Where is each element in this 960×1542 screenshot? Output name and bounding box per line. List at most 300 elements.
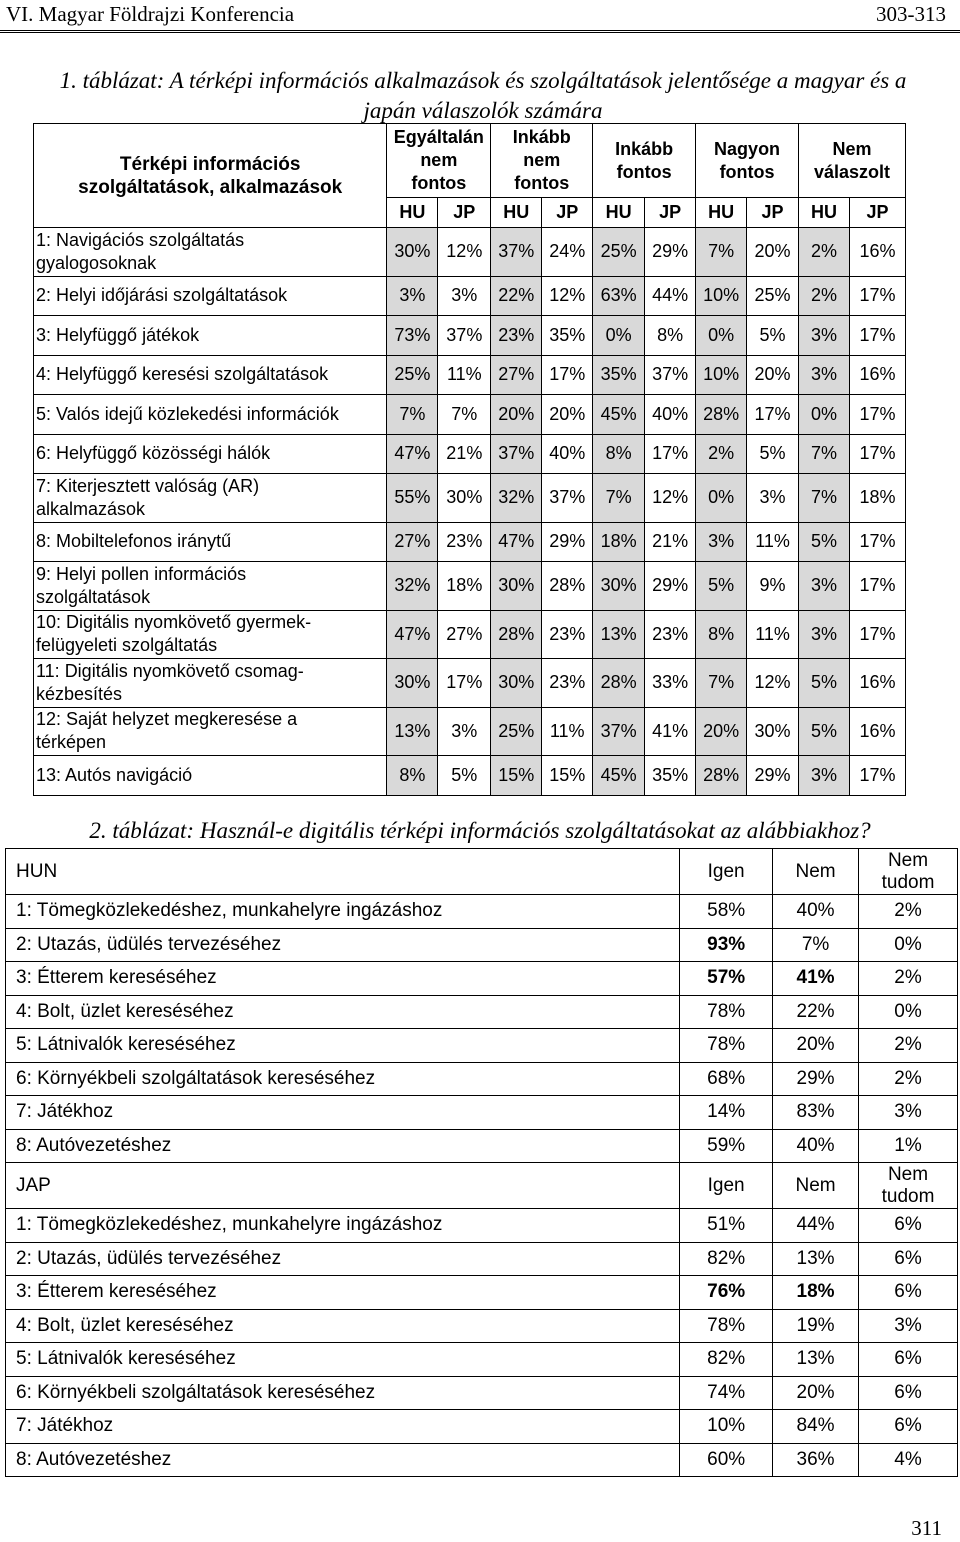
emphasized-value: 76% bbox=[707, 1281, 746, 1303]
percent-cell: 24% bbox=[542, 228, 593, 277]
percent-cell: 6% bbox=[859, 1410, 958, 1444]
text-line: 1: Navigációs szolgáltatás bbox=[36, 229, 245, 250]
percent-cell: 25% bbox=[747, 276, 799, 316]
percent-cell: 60% bbox=[680, 1443, 773, 1477]
percent-cell: 2% bbox=[859, 895, 958, 929]
percent-cell: 20% bbox=[491, 395, 542, 435]
table-row bbox=[6, 1309, 958, 1343]
percent-cell: 18% bbox=[438, 562, 491, 611]
table-row bbox=[6, 1376, 958, 1410]
percent-cell: 78% bbox=[680, 1309, 773, 1343]
percent-cell: 5% bbox=[799, 707, 850, 756]
table-row bbox=[6, 1209, 958, 1243]
group-header bbox=[696, 124, 799, 198]
table-row bbox=[34, 756, 906, 796]
percent-cell: 35% bbox=[593, 355, 645, 395]
usage-table bbox=[5, 848, 958, 1477]
percent-cell: 0% bbox=[859, 928, 958, 962]
percent-cell: 28% bbox=[696, 395, 747, 435]
percent-cell: 16% bbox=[849, 228, 905, 277]
conference-title: VI. Magyar Földrajzi Konferencia bbox=[6, 2, 295, 26]
percent-cell: 28% bbox=[491, 610, 542, 659]
percent-cell: 32% bbox=[387, 562, 438, 611]
percent-cell: 63% bbox=[593, 276, 645, 316]
percent-cell: 2% bbox=[859, 1029, 958, 1063]
percent-cell: 47% bbox=[387, 610, 438, 659]
text-line: 5: Valós idejű közlekedési információk bbox=[36, 403, 339, 424]
percent-cell: 33% bbox=[645, 659, 696, 708]
percent-cell: 3% bbox=[799, 756, 850, 796]
percent-cell: 21% bbox=[645, 522, 696, 562]
purpose-label: 4: Bolt, üzlet kereséséhez bbox=[6, 1309, 680, 1343]
percent-cell: 30% bbox=[387, 659, 438, 708]
table1-caption: 1. táblázat: A térképi információs alkalmazások és szolgáltatások jelentősége a magyar és a japán válaszolók számára bbox=[59, 68, 907, 123]
percent-cell: 3% bbox=[799, 562, 850, 611]
group-header bbox=[799, 124, 906, 198]
text-line: 6: Helyfüggő közösségi hálók bbox=[36, 443, 271, 464]
percent-cell: 8% bbox=[593, 434, 645, 474]
percent-cell: 0% bbox=[696, 316, 747, 356]
percent-cell: 47% bbox=[491, 522, 542, 562]
table-row bbox=[34, 474, 906, 523]
percent-cell: 2% bbox=[799, 276, 850, 316]
table-row bbox=[6, 1129, 958, 1163]
table-row bbox=[34, 316, 906, 356]
percent-cell: 36% bbox=[773, 1443, 859, 1477]
percent-cell: 3% bbox=[859, 1309, 958, 1343]
percent-cell: 41% bbox=[645, 707, 696, 756]
percent-cell: 7% bbox=[696, 659, 747, 708]
answer-column-header: Nem bbox=[773, 849, 859, 895]
answer-column-header: Nem bbox=[773, 1163, 859, 1209]
percent-cell: 23% bbox=[438, 522, 491, 562]
percent-cell: 19% bbox=[773, 1309, 859, 1343]
percent-cell: 20% bbox=[747, 228, 799, 277]
purpose-label: 6: Környékbeli szolgáltatások kereséséhez bbox=[6, 1062, 680, 1096]
percent-cell: 0% bbox=[799, 395, 850, 435]
percent-cell: 4% bbox=[859, 1443, 958, 1477]
table-row bbox=[6, 1443, 958, 1477]
percent-cell: 40% bbox=[773, 895, 859, 929]
percent-cell: 5% bbox=[799, 522, 850, 562]
group-header-row bbox=[34, 124, 906, 198]
text-line: térképen bbox=[36, 732, 107, 753]
percent-cell: 17% bbox=[849, 395, 905, 435]
table-row bbox=[34, 610, 906, 659]
table-row bbox=[34, 707, 906, 756]
percent-cell: 83% bbox=[773, 1096, 859, 1130]
percent-cell: 35% bbox=[542, 316, 593, 356]
percent-cell: 3% bbox=[696, 522, 747, 562]
percent-cell: 37% bbox=[438, 316, 491, 356]
country-code-header: JP bbox=[438, 198, 491, 228]
text-line: 9: Helyi pollen információs bbox=[36, 563, 247, 584]
percent-cell: 6% bbox=[859, 1209, 958, 1243]
purpose-label: 2: Utazás, üdülés tervezéséhez bbox=[6, 928, 680, 962]
percent-cell: 25% bbox=[593, 228, 645, 277]
country-code-header: JP bbox=[747, 198, 799, 228]
country-code-header: HU bbox=[593, 198, 645, 228]
percent-cell: 6% bbox=[859, 1343, 958, 1377]
percent-cell: 20% bbox=[542, 395, 593, 435]
percent-cell: 6% bbox=[859, 1276, 958, 1310]
percent-cell: 82% bbox=[680, 1242, 773, 1276]
percent-cell: 29% bbox=[747, 756, 799, 796]
percent-cell: 16% bbox=[849, 355, 905, 395]
percent-cell: 13% bbox=[593, 610, 645, 659]
percent-cell: 11% bbox=[438, 355, 491, 395]
percent-cell: 40% bbox=[645, 395, 696, 435]
text-line: fontos bbox=[719, 161, 775, 182]
percent-cell: 84% bbox=[773, 1410, 859, 1444]
running-header bbox=[0, 0, 960, 30]
service-label bbox=[34, 474, 387, 523]
percent-cell: 37% bbox=[542, 474, 593, 523]
percent-cell: 17% bbox=[849, 316, 905, 356]
purpose-label: 4: Bolt, üzlet kereséséhez bbox=[6, 995, 680, 1029]
country-code-header: HU bbox=[491, 198, 542, 228]
purpose-label: 1: Tömegközlekedéshez, munkahelyre ingázáshoz bbox=[6, 895, 680, 929]
percent-cell: 58% bbox=[680, 895, 773, 929]
percent-cell: 16% bbox=[849, 707, 905, 756]
text-line: alkalmazások bbox=[36, 498, 146, 519]
percent-cell: 13% bbox=[387, 707, 438, 756]
percent-cell: 35% bbox=[645, 756, 696, 796]
percent-cell: 17% bbox=[849, 610, 905, 659]
percent-cell: 30% bbox=[438, 474, 491, 523]
table-row bbox=[6, 995, 958, 1029]
percent-cell: 10% bbox=[680, 1410, 773, 1444]
table-row bbox=[34, 522, 906, 562]
service-label bbox=[34, 562, 387, 611]
percent-cell: 17% bbox=[849, 434, 905, 474]
percent-cell: 17% bbox=[849, 276, 905, 316]
purpose-label: 8: Autóvezetéshez bbox=[6, 1129, 680, 1163]
percent-cell: 40% bbox=[542, 434, 593, 474]
percent-cell: 0% bbox=[859, 995, 958, 1029]
percent-cell: 22% bbox=[491, 276, 542, 316]
table-row bbox=[6, 928, 958, 962]
percent-cell: 1% bbox=[859, 1129, 958, 1163]
percent-cell bbox=[680, 962, 773, 996]
percent-cell: 5% bbox=[747, 316, 799, 356]
section-header-row bbox=[6, 849, 958, 895]
purpose-label: 2: Utazás, üdülés tervezéséhez bbox=[6, 1242, 680, 1276]
percent-cell: 29% bbox=[645, 228, 696, 277]
purpose-label: 5: Látnivalók kereséséhez bbox=[6, 1343, 680, 1377]
page-number: 311 bbox=[911, 1516, 942, 1540]
percent-cell: 7% bbox=[593, 474, 645, 523]
text-line: szolgáltatások bbox=[36, 586, 151, 607]
purpose-label: 1: Tömegközlekedéshez, munkahelyre ingázáshoz bbox=[6, 1209, 680, 1243]
percent-cell: 37% bbox=[491, 434, 542, 474]
percent-cell: 23% bbox=[542, 659, 593, 708]
percent-cell: 28% bbox=[593, 659, 645, 708]
percent-cell: 23% bbox=[491, 316, 542, 356]
percent-cell: 17% bbox=[849, 756, 905, 796]
answer-column-header: Igen bbox=[680, 1163, 773, 1209]
group-header bbox=[593, 124, 696, 198]
purpose-label: 6: Környékbeli szolgáltatások kereséséhez bbox=[6, 1376, 680, 1410]
percent-cell: 40% bbox=[773, 1129, 859, 1163]
percent-cell: 29% bbox=[542, 522, 593, 562]
text-line: Egyáltalán bbox=[393, 127, 484, 147]
text-line: 8: Mobiltelefonos iránytű bbox=[36, 531, 232, 552]
percent-cell: 8% bbox=[387, 756, 438, 796]
percent-cell: 2% bbox=[859, 962, 958, 996]
percent-cell: 9% bbox=[747, 562, 799, 611]
service-label bbox=[34, 395, 387, 435]
text-line: Térképi információs bbox=[119, 153, 301, 175]
service-label bbox=[34, 707, 387, 756]
text-line: 10: Digitális nyomkövető gyermek- bbox=[36, 612, 312, 633]
percent-cell: 3% bbox=[799, 355, 850, 395]
purpose-label: 5: Látnivalók kereséséhez bbox=[6, 1029, 680, 1063]
emphasized-value: 41% bbox=[796, 967, 835, 989]
percent-cell: 13% bbox=[773, 1242, 859, 1276]
service-label bbox=[34, 659, 387, 708]
percent-cell: 21% bbox=[438, 434, 491, 474]
percent-cell: 11% bbox=[542, 707, 593, 756]
percent-cell: 3% bbox=[438, 707, 491, 756]
table-row bbox=[6, 1343, 958, 1377]
percent-cell: 12% bbox=[438, 228, 491, 277]
table-row bbox=[34, 659, 906, 708]
percent-cell: 37% bbox=[593, 707, 645, 756]
percent-cell bbox=[773, 1276, 859, 1310]
percent-cell: 25% bbox=[387, 355, 438, 395]
percent-cell: 15% bbox=[491, 756, 542, 796]
percent-cell: 2% bbox=[859, 1062, 958, 1096]
percent-cell: 28% bbox=[696, 756, 747, 796]
percent-cell: 20% bbox=[773, 1029, 859, 1063]
percent-cell: 22% bbox=[773, 995, 859, 1029]
table-row bbox=[6, 1242, 958, 1276]
text-line: fontos bbox=[616, 161, 672, 182]
percent-cell: 12% bbox=[542, 276, 593, 316]
percent-cell: 10% bbox=[696, 276, 747, 316]
table2-caption: 2. táblázat: Használ-e digitális térképi információs szolgáltatásokat az alábbiakhoz? bbox=[89, 818, 871, 843]
percent-cell: 25% bbox=[491, 707, 542, 756]
percent-cell: 29% bbox=[773, 1062, 859, 1096]
table-row bbox=[6, 1276, 958, 1310]
percent-cell: 30% bbox=[491, 659, 542, 708]
section-header-row bbox=[6, 1163, 958, 1209]
percent-cell: 3% bbox=[747, 474, 799, 523]
answer-column-header: Nem tudom bbox=[859, 1163, 958, 1209]
percent-cell: 59% bbox=[680, 1129, 773, 1163]
percent-cell: 14% bbox=[680, 1096, 773, 1130]
text-line: 13: Autós navigáció bbox=[36, 764, 193, 785]
table-row bbox=[34, 562, 906, 611]
text-line: fontos bbox=[514, 173, 570, 193]
percent-cell: 17% bbox=[542, 355, 593, 395]
table-row bbox=[6, 1029, 958, 1063]
percent-cell: 11% bbox=[747, 610, 799, 659]
percent-cell: 10% bbox=[696, 355, 747, 395]
percent-cell: 74% bbox=[680, 1376, 773, 1410]
text-line: fontos bbox=[411, 173, 467, 193]
percent-cell: 5% bbox=[747, 434, 799, 474]
text-line: 11: Digitális nyomkövető csomag- bbox=[36, 660, 304, 681]
service-label bbox=[34, 522, 387, 562]
text-line: Nem bbox=[832, 138, 872, 159]
percent-cell: 18% bbox=[849, 474, 905, 523]
percent-cell: 30% bbox=[387, 228, 438, 277]
percent-cell: 30% bbox=[747, 707, 799, 756]
percent-cell: 7% bbox=[799, 434, 850, 474]
percent-cell: 17% bbox=[438, 659, 491, 708]
percent-cell: 6% bbox=[859, 1242, 958, 1276]
percent-cell: 78% bbox=[680, 1029, 773, 1063]
text-line: felügyeleti szolgáltatás bbox=[36, 635, 218, 656]
table-row bbox=[6, 895, 958, 929]
percent-cell: 0% bbox=[593, 316, 645, 356]
percent-cell bbox=[773, 962, 859, 996]
text-line: 2: Helyi időjárási szolgáltatások bbox=[36, 285, 288, 306]
service-label bbox=[34, 276, 387, 316]
percent-cell: 44% bbox=[773, 1209, 859, 1243]
percent-cell: 78% bbox=[680, 995, 773, 1029]
percent-cell: 13% bbox=[773, 1343, 859, 1377]
text-line: Nagyon bbox=[714, 138, 781, 159]
percent-cell: 68% bbox=[680, 1062, 773, 1096]
text-line: 12: Saját helyzet megkeresése a bbox=[36, 709, 298, 730]
percent-cell: 3% bbox=[799, 610, 850, 659]
percent-cell: 8% bbox=[645, 316, 696, 356]
percent-cell: 11% bbox=[747, 522, 799, 562]
percent-cell bbox=[680, 928, 773, 962]
percent-cell: 3% bbox=[799, 316, 850, 356]
percent-cell: 7% bbox=[387, 395, 438, 435]
page-range: 303-313 bbox=[876, 2, 946, 26]
category-header bbox=[34, 124, 387, 228]
text-line: Inkább bbox=[512, 127, 571, 147]
percent-cell: 23% bbox=[645, 610, 696, 659]
percent-cell: 7% bbox=[696, 228, 747, 277]
percent-cell: 17% bbox=[645, 434, 696, 474]
table-row bbox=[34, 276, 906, 316]
percent-cell: 45% bbox=[593, 756, 645, 796]
country-code-header: HU bbox=[799, 198, 850, 228]
answer-column-header: Igen bbox=[680, 849, 773, 895]
percent-cell: 51% bbox=[680, 1209, 773, 1243]
country-label: HUN bbox=[6, 849, 680, 895]
percent-cell: 20% bbox=[747, 355, 799, 395]
group-header bbox=[491, 124, 593, 198]
percent-cell: 15% bbox=[542, 756, 593, 796]
percent-cell: 47% bbox=[387, 434, 438, 474]
country-code-header: JP bbox=[542, 198, 593, 228]
percent-cell: 20% bbox=[773, 1376, 859, 1410]
percent-cell: 32% bbox=[491, 474, 542, 523]
purpose-label: 3: Étterem kereséséhez bbox=[6, 962, 680, 996]
text-line: szolgáltatások, alkalmazások bbox=[78, 176, 343, 198]
table-row bbox=[34, 355, 906, 395]
percent-cell: 12% bbox=[747, 659, 799, 708]
percent-cell: 5% bbox=[438, 756, 491, 796]
table-row bbox=[6, 1410, 958, 1444]
text-line: nem bbox=[420, 150, 458, 170]
service-label bbox=[34, 434, 387, 474]
percent-cell: 28% bbox=[542, 562, 593, 611]
percent-cell: 30% bbox=[491, 562, 542, 611]
percent-cell: 55% bbox=[387, 474, 438, 523]
percent-cell: 3% bbox=[859, 1096, 958, 1130]
percent-cell: 82% bbox=[680, 1343, 773, 1377]
table-row bbox=[34, 395, 906, 435]
text-line: gyalogosoknak bbox=[36, 252, 157, 273]
emphasized-value: 93% bbox=[707, 933, 746, 955]
country-code-header: HU bbox=[387, 198, 438, 228]
group-header bbox=[387, 124, 491, 198]
percent-cell: 27% bbox=[491, 355, 542, 395]
importance-table bbox=[33, 123, 906, 796]
table-row bbox=[34, 434, 906, 474]
header-rule bbox=[0, 30, 960, 33]
percent-cell: 37% bbox=[645, 355, 696, 395]
percent-cell: 0% bbox=[696, 474, 747, 523]
percent-cell: 29% bbox=[645, 562, 696, 611]
percent-cell: 17% bbox=[849, 522, 905, 562]
percent-cell: 3% bbox=[387, 276, 438, 316]
percent-cell: 2% bbox=[799, 228, 850, 277]
percent-cell: 23% bbox=[542, 610, 593, 659]
percent-cell: 5% bbox=[696, 562, 747, 611]
service-label bbox=[34, 316, 387, 356]
percent-cell: 37% bbox=[491, 228, 542, 277]
percent-cell: 73% bbox=[387, 316, 438, 356]
percent-cell: 6% bbox=[859, 1376, 958, 1410]
percent-cell: 17% bbox=[747, 395, 799, 435]
service-label bbox=[34, 756, 387, 796]
purpose-label: 8: Autóvezetéshez bbox=[6, 1443, 680, 1477]
service-label bbox=[34, 355, 387, 395]
percent-cell: 2% bbox=[696, 434, 747, 474]
percent-cell: 7% bbox=[438, 395, 491, 435]
country-label: JAP bbox=[6, 1163, 680, 1209]
purpose-label: 3: Étterem kereséséhez bbox=[6, 1276, 680, 1310]
percent-cell: 8% bbox=[696, 610, 747, 659]
text-line: nem bbox=[523, 150, 561, 170]
percent-cell: 7% bbox=[799, 474, 850, 523]
percent-cell: 20% bbox=[696, 707, 747, 756]
percent-cell: 7% bbox=[773, 928, 859, 962]
text-line: 4: Helyfüggő keresési szolgáltatások bbox=[36, 364, 329, 385]
purpose-label: 7: Játékhoz bbox=[6, 1096, 680, 1130]
percent-cell: 18% bbox=[593, 522, 645, 562]
percent-cell: 27% bbox=[387, 522, 438, 562]
text-line: kézbesítés bbox=[36, 683, 123, 704]
emphasized-value: 18% bbox=[796, 1281, 835, 1303]
service-label bbox=[34, 228, 387, 277]
country-code-header: JP bbox=[645, 198, 696, 228]
text-line: 3: Helyfüggő játékok bbox=[36, 324, 200, 345]
text-line: Inkább bbox=[615, 138, 674, 159]
percent-cell bbox=[680, 1276, 773, 1310]
percent-cell: 27% bbox=[438, 610, 491, 659]
table-row bbox=[34, 228, 906, 277]
percent-cell: 12% bbox=[645, 474, 696, 523]
percent-cell: 3% bbox=[438, 276, 491, 316]
answer-column-header: Nem tudom bbox=[859, 849, 958, 895]
country-code-header: JP bbox=[849, 198, 905, 228]
purpose-label: 7: Játékhoz bbox=[6, 1410, 680, 1444]
percent-cell: 5% bbox=[799, 659, 850, 708]
text-line: 7: Kiterjesztett valóság (AR) bbox=[36, 475, 260, 496]
text-line: válaszolt bbox=[813, 161, 891, 182]
emphasized-value: 57% bbox=[707, 967, 746, 989]
